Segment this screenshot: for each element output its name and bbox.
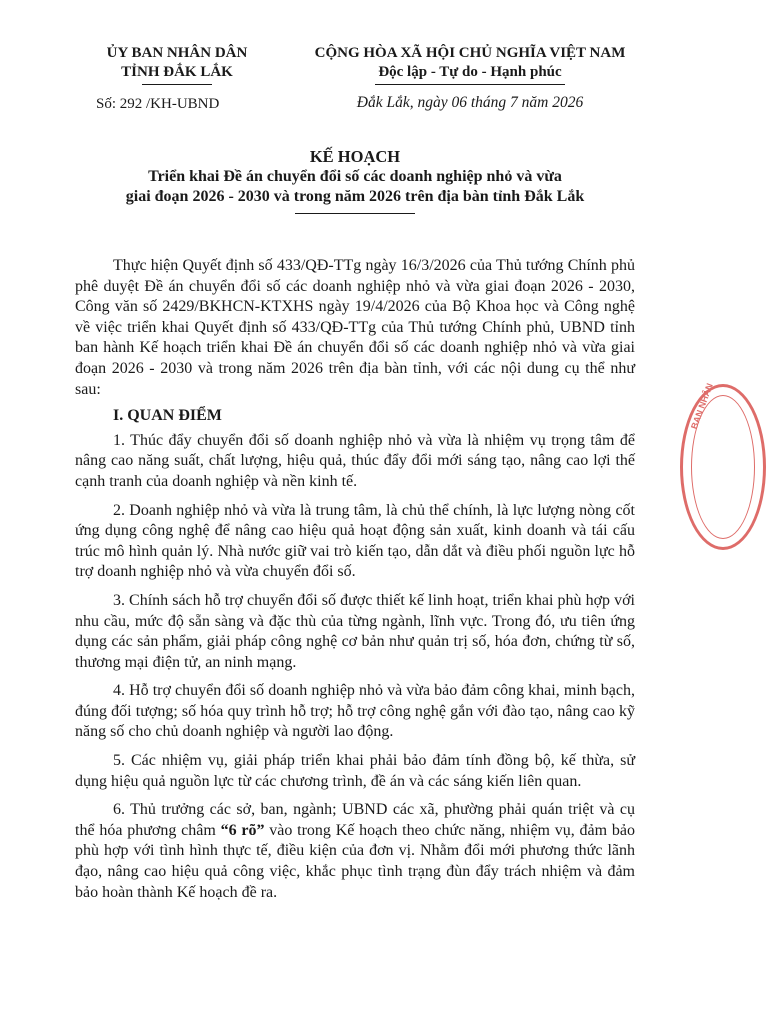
motto-underline: [375, 84, 565, 85]
red-seal-stamp: [680, 381, 766, 550]
paragraph-5: 5. Các nhiệm vụ, giải pháp triển khai phải bảo đảm tính đồng bộ, kế thừa, sử dụng hiệu quả nguồn lực từ các chương trình, đề án và các sáng kiến liên quan.: [75, 752, 635, 790]
stamp-text: BAN NHÂN: [689, 381, 715, 431]
paragraph-3: 3. Chính sách hỗ trợ chuyển đổi số được thiết kế linh hoạt, triển khai phù hợp với nhu cầu, mức độ sẵn sàng và đặc thù của từng ngành, lĩnh vực. Trong đó, ưu tiên ứng dụng các sản phẩm, giải pháp công nghệ cơ bản như quản trị số, hóa đơn, chứng từ số, thương mại điện tử, an ninh mạng.: [75, 591, 635, 671]
section-heading: I. QUAN ĐIỂM: [113, 407, 222, 425]
paragraph-1: 1. Thúc đẩy chuyển đổi số doanh nghiệp nhỏ và vừa là nhiệm vụ trọng tâm để nâng cao năng suất, chất lượng, hiệu quả, thúc đẩy đổi mới sáng tạo, nâng cao lợi thế cạnh tranh của doanh nghiệp và nền kinh tế.: [75, 431, 635, 490]
paragraph-2: 2. Doanh nghiệp nhỏ và vừa là trung tâm, là chủ thể chính, là lực lượng nòng cốt ứng dụng công nghệ để nâng cao hiệu quả hoạt động sản xuất, kinh doanh và tái cấu trúc mô hình quản lý. Nhà nước giữ vai trò kiến tạo, dẫn dắt và điều phối nguồn lực hỗ trợ doanh nghiệp nhỏ và vừa chuyển đổi số.: [75, 501, 635, 581]
intro-paragraph: Thực hiện Quyết định số 433/QĐ-TTg ngày 16/3/2026 của Thủ tướng Chính phủ phê duyệt Đề án chuyển đổi số các doanh nghiệp nhỏ và vừa giai đoạn 2026 - 2030, Công văn số 2429/BKHCN-KTXHS ngày 19/4/2026 của Bộ Khoa học và Công nghệ về việc triển khai Quyết định số 433/QĐ-TTg của Thủ tướng Chính phủ, UBND tỉnh ban hành Kế hoạch triển khai Đề án chuyển đổi số các doanh nghiệp nhỏ và vừa giai đoạn 2026 - 2030 và trong năm 2026 trên địa bàn tỉnh, với các nội dung cụ thể như sau:: [75, 257, 635, 398]
paragraph-6-start: 6. Thủ trưởng các sở, ban, ngành; UBND các xã, phường phải quán triệt và cụ thể hóa phương châm: [75, 801, 635, 839]
authority-underline: [142, 84, 212, 85]
issuing-authority: [72, 44, 282, 85]
authority-line-1: ỦY BAN NHÂN DÂN: [106, 45, 248, 61]
title-underline: [295, 213, 415, 214]
paragraph-6-emphasis: “6 rõ”: [220, 821, 265, 839]
document-title: [60, 147, 650, 214]
paragraph-6: [75, 800, 635, 903]
title-line-1: Triển khai Đề án chuyển đổi số các doanh nghiệp nhỏ và vừa: [148, 168, 562, 185]
document-number: Số: 292 /KH-UBND: [96, 96, 220, 112]
document-kind: KẾ HOẠCH: [309, 147, 401, 166]
national-motto: Độc lập - Tự do - Hạnh phúc: [378, 64, 562, 80]
authority-line-2: TỈNH ĐẮK LẮK: [121, 64, 233, 80]
country-name: CỘNG HÒA XÃ HỘI CHỦ NGHĨA VIỆT NAM: [314, 45, 626, 61]
document-body: [75, 256, 635, 911]
title-line-2: giai đoạn 2026 - 2030 và trong năm 2026 trên địa bàn tỉnh Đắk Lắk: [125, 188, 585, 205]
paragraph-4: 4. Hỗ trợ chuyển đổi số doanh nghiệp nhỏ và vừa bảo đảm công khai, minh bạch, đúng đối tượng; số hóa quy trình hỗ trợ; hỗ trợ công nghệ gắn với đào tạo, nâng cao kỹ năng số cho chủ doanh nghiệp và người lao động.: [75, 682, 635, 741]
paragraph-6-end: vào trong Kế hoạch theo chức năng, nhiệm vụ, đảm bảo phù hợp với tình hình thực tế, điều kiện của đơn vị. Nhằm đổi mới phương thức lãnh đạo, nâng cao hiệu quả công việc, khắc phục tình trạng đùn đẩy trách nhiệm và đảm bảo hoàn thành Kế hoạch đề ra.: [75, 821, 635, 901]
place-date: Đắk Lắk, ngày 06 tháng 7 năm 2026: [356, 94, 584, 111]
national-title: [280, 44, 660, 85]
